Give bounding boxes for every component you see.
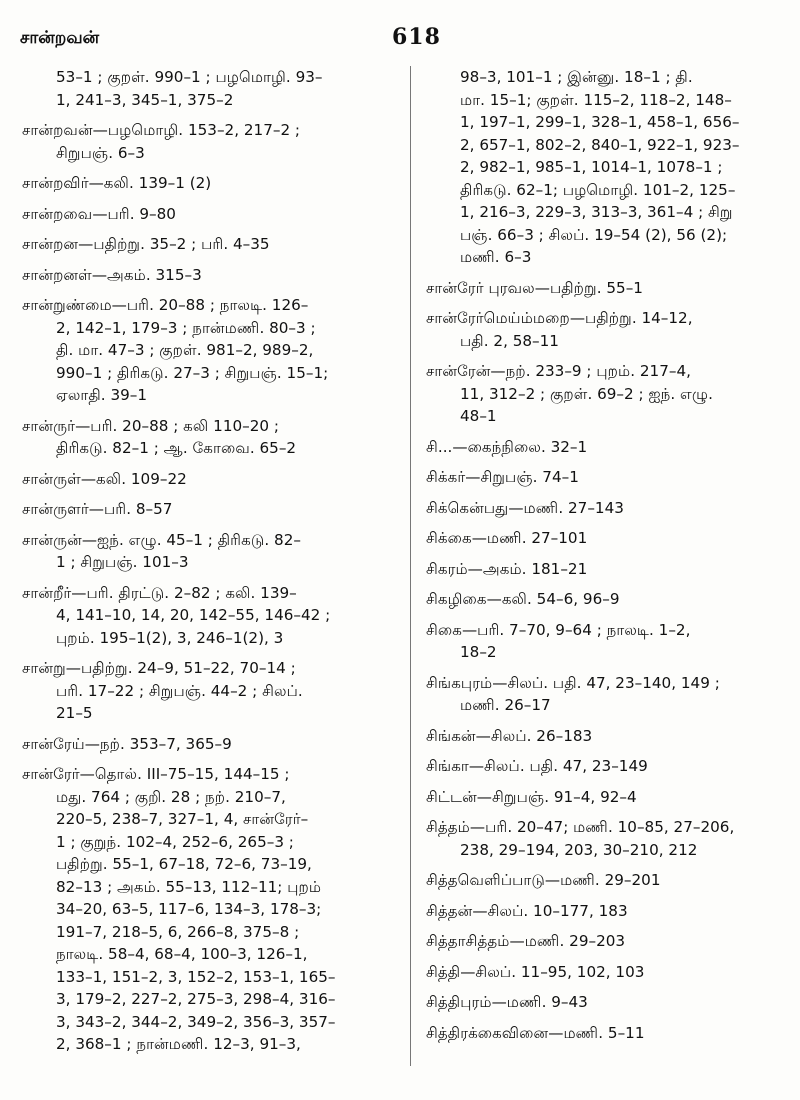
index-entry: சான்ரேர்மெய்ம்மறை—பதிற்று. 14–12, பதி. 2, 58–11 <box>426 309 693 350</box>
index-entry: சிட்டன்—சிறுபஞ். 91–4, 92–4 <box>426 787 637 806</box>
index-entry: சான்றன—பதிற்று. 35–2 ; பரி. 4–35 <box>22 235 270 253</box>
index-entry: சான்ரேர்—தொல். III–75–15, 144–15 ; மது. 764 ; குறி. 28 ; நற். 210–7, 220–5, 238–7, 327–1, 4, சான்ரேர்– 1 ; குறுந். 102–4, 252–6, 265–3 ; பதிற்று. 55–1, 67–18, 72–6, 73–19, 82–13 ; அகம். 55–13, 112–11; புறம் 34–20, 63–5, 117–6, 134–3, 178–3; 191–7, 218–5, 6, 266–8, 375–8 ; நாலடி. 58–4, 68–4, 100–3, 126–1, 133–1, 151–2, 3, 152–2, 153–1, 165– 3, 179–2, 227–2, 275–3, 298–4, 316– 3, 343–2, 344–2, 349–2, 356–3, 357– 2, 368–1 ; நான்மணி. 12–3, 91–3, <box>22 765 336 1053</box>
index-entry: சிகை—பரி. 7–70, 9–64 ; நாலடி. 1–2, 18–2 <box>426 620 691 661</box>
index-entry: சான்ருளர்—பரி. 8–57 <box>22 500 173 518</box>
index-entry: சான்ரேன்—நற். 233–9 ; புறம். 217–4, 11, 312–2 ; குறள். 69–2 ; ஐந். எழு. 48–1 <box>426 362 713 425</box>
index-entry: சித்தம்—பரி. 20–47; மணி. 10–85, 27–206, 238, 29–194, 203, 30–210, 212 <box>426 818 735 859</box>
index-entry: சிங்கா—சிலப். பதி. 47, 23–149 <box>426 757 648 775</box>
index-entry: சான்றவன்—பழமொழி. 153–2, 217–2 ; சிறுபஞ். 6–3 <box>22 121 301 162</box>
index-entry: சிங்கபுரம்—சிலப். பதி. 47, 23–140, 149 ; மணி. 26–17 <box>426 673 720 714</box>
index-columns <box>0 66 800 1100</box>
index-entry: சான்றுண்மை—பரி. 20–88 ; நாலடி. 126– 2, 142–1, 179–3 ; நான்மணி. 80–3 ; தி. மா. 47–3 ; குறள். 981–2, 989–2, 990–1 ; திரிகடு. 27–3 ; சிறுபஞ். 15–1; ஏலாதி. 39–1 <box>22 296 329 404</box>
right-column <box>426 66 778 1052</box>
index-entry: சான்ருள்—கலி. 109–22 <box>22 469 187 488</box>
index-entry: சிக்கை—மணி. 27–101 <box>426 529 588 547</box>
index-entry: சான்ரேய்—நற். 353–7, 365–9 <box>22 734 232 753</box>
index-entry: சித்திரக்கைவினை—மணி. 5–11 <box>426 1023 645 1042</box>
index-entry: சான்றவை—பரி. 9–80 <box>22 204 176 223</box>
page-number: 618 <box>392 24 441 50</box>
index-entry: சான்ருன்—ஐந். எழு. 45–1 ; திரிகடு. 82– 1 ; சிறுபஞ். 101–3 <box>22 530 301 571</box>
index-entry: சான்றீர்—பரி. திரட்டு. 2–82 ; கலி. 139– 4, 141–10, 14, 20, 142–55, 146–42 ; புறம். 195–1(2), 3, 246–1(2), 3 <box>22 583 331 647</box>
column-divider <box>410 66 411 1066</box>
index-entry: சித்தாசித்தம்—மணி. 29–203 <box>426 932 626 950</box>
index-entry: சித்தவெளிப்பாடு—மணி. 29–201 <box>426 871 661 889</box>
index-entry: சித்தி—சிலப். 11–95, 102, 103 <box>426 962 645 981</box>
index-entry: சான்ருர்—பரி. 20–88 ; கலி 110–20 ; திரிகடு. 82–1 ; ஆ. கோவை. 65–2 <box>22 416 297 457</box>
index-entry: சிக்கென்பது—மணி. 27–143 <box>426 498 624 517</box>
index-entry: சிகழிகை—கலி. 54–6, 96–9 <box>426 590 620 608</box>
index-entry: 98–3, 101–1 ; இன்னு. 18–1 ; தி. மா. 15–1; குறள். 115–2, 118–2, 148– 1, 197–1, 299–1, 328–1, 458–1, 656– 2, 657–1, 802–2, 840–1, 922–1, 923– 2, 982–1, 985–1, 1014–1, 1078–1 ; திரிகடு. 62–1; பழமொழி. 101–2, 125– 1, 216–3, 229–3, 313–3, 361–4 ; சிறு பஞ். 66–3 ; சிலப். 19–54 (2), 56 (2); மணி. 6–3 <box>460 68 740 266</box>
index-entry: சிகரம்—அகம். 181–21 <box>426 559 588 578</box>
index-entry: சிக்கர்—சிறுபஞ். 74–1 <box>426 468 579 486</box>
index-entry: சான்றனள்—அகம். 315–3 <box>22 265 202 284</box>
index-entry: சான்று—பதிற்று. 24–9, 51–22, 70–14 ; பரி. 17–22 ; சிறுபஞ். 44–2 ; சிலப். 21–5 <box>22 659 303 722</box>
index-entry: சித்திபுரம்—மணி. 9–43 <box>426 993 588 1011</box>
index-entry: சித்தன்—சிலப். 10–177, 183 <box>426 901 628 920</box>
index-entry: 53–1 ; குறள். 990–1 ; பழமொழி. 93– 1, 241–3, 345–1, 375–2 <box>56 68 323 109</box>
running-head: சான்றவன் <box>20 28 100 48</box>
index-entry: சி...—கைந்நிலை. 32–1 <box>426 437 588 456</box>
index-entry: சிங்கன்—சிலப். 26–183 <box>426 726 593 745</box>
left-column <box>22 66 394 1064</box>
index-entry: சான்ரேர் புரவல—பதிற்று. 55–1 <box>426 278 643 297</box>
page-header <box>20 24 780 58</box>
index-entry: சான்றவிர்—கலி. 139–1 (2) <box>22 174 212 192</box>
